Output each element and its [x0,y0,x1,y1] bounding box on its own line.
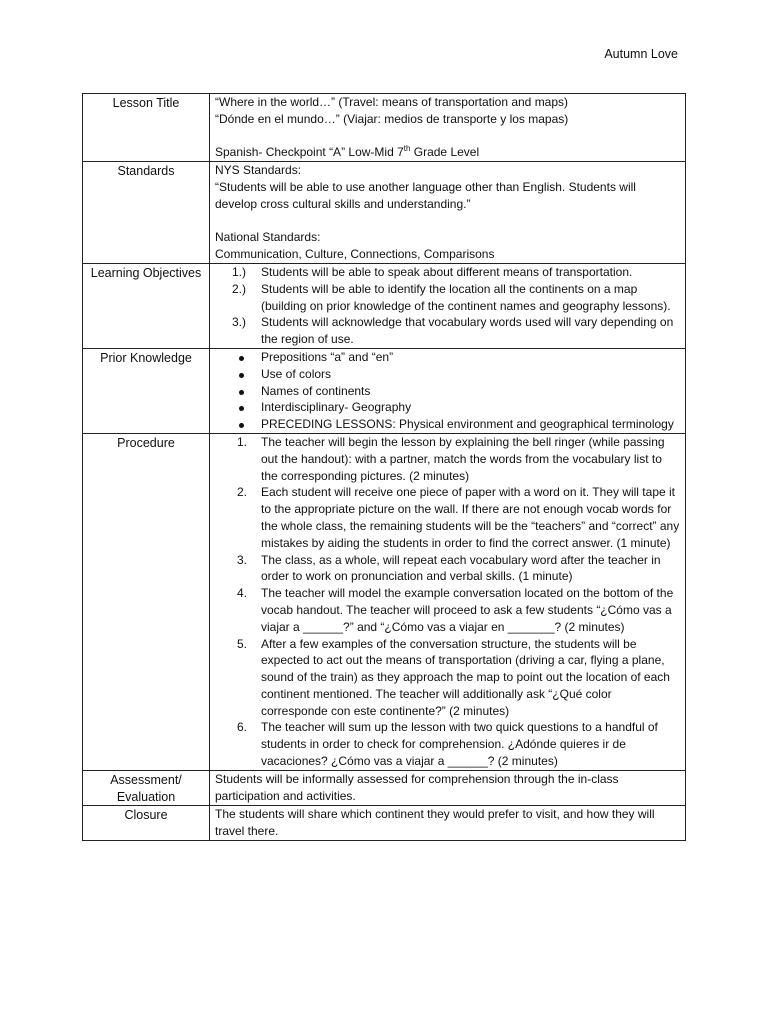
lesson-plan-table [82,93,686,841]
author-name: Autumn Love [604,47,678,61]
bullet-icon [239,373,244,378]
label-standards: Standards [83,162,210,264]
nys-standards-title: NYS Standards: [215,163,302,178]
list-item: PRECEDING LESSONS: Physical environment and geographical terminology [215,416,681,433]
list-item: 1.) Students will be able to speak about different means of transportation. [232,264,633,279]
row-prior-knowledge [83,348,686,433]
national-standards-title: National Standards: [215,230,321,245]
row-learning-objectives [83,263,686,348]
nys-standards-text: “Students will be able to use another language other than English. Students will develop cross cultural skills and understanding.” [215,179,636,211]
label-learning-objectives: Learning Objectives [83,263,210,348]
list-item: 2.) Students will be able to identify the location all the continents on a map (building on prior knowledge of the continent names and geography lessons). [232,281,671,313]
grade-level: Spanish- Checkpoint “A” Low-Mid 7th Grade Level [215,144,480,160]
row-assessment [83,770,686,806]
list-item: 2. Each student will receive one piece of paper with a word on it. They will tape it to the appropriate picture on the wall. If there are not enough vocab words for the whole class, the remaining students will be the “teachers” and “correct” any mistakes by aiding the students in order to find the correct answer. (1 minute) [237,485,680,550]
list-item: 5. After a few examples of the conversation structure, the students will be expected to act out the means of transportation (driving a car, flying a plane, sound of the train) as they approach the map to point out the location of each continent mentioned. The teacher will additionally ask “¿Qué color corresponde con este continente?” (2 minutes) [237,636,670,718]
content-assessment: Students will be informally assessed for comprehension through the in-class participation and activities. [210,770,686,806]
bullet-icon [239,406,244,411]
bullet-icon [239,356,244,361]
list-item: Names of continents [215,383,681,400]
label-assessment: Assessment/ Evaluation [83,770,210,806]
content-prior-knowledge [210,348,686,433]
content-procedure [210,433,686,770]
national-standards-text: Communication, Culture, Connections, Comparisons [215,247,495,262]
bullet-icon [239,423,244,428]
list-item: 6. The teacher will sum up the lesson with two quick questions to a handful of students in order to check for comprehension. ¿Adónde quieres ir de vacaciones? ¿Cómo vas a viajar a ______? (2 minutes) [237,720,658,769]
label-prior-knowledge: Prior Knowledge [83,348,210,433]
bullet-icon [239,390,244,395]
content-standards [210,162,686,264]
row-procedure [83,433,686,770]
title-english: “Where in the world…” (Travel: means of transportation and maps) [215,95,569,109]
content-closure: The students will share which continent they would prefer to visit, and how they will travel there. [210,806,686,841]
row-standards [83,162,686,264]
list-item: 4. The teacher will model the example conversation located on the bottom of the vocab handout. The teacher will proceed to ask a few students “¿Cómo vas a viajar a ______?” and “¿Cómo vas a viajar en _______? (2 minutes) [237,586,674,634]
list-item: 3. The class, as a whole, will repeat each vocabulary word after the teacher in order to work on pronunciation and verbal skills. (1 minute) [237,552,661,584]
label-lesson-title: Lesson Title [83,94,210,162]
row-lesson-title [83,94,686,162]
list-item: Prepositions “a” and “en” [215,349,681,366]
title-spanish: “Dónde en el mundo…” (Viajar: medios de transporte y los mapas) [215,111,569,126]
list-item: Use of colors [215,366,681,383]
label-closure: Closure [83,806,210,841]
list-item: 3.) Students will acknowledge that vocabulary words used will vary depending on the region of use. [232,315,674,347]
list-item: 1. The teacher will begin the lesson by explaining the bell ringer (while passing out the handout): with a partner, match the words from the vocabulary list to the corresponding pictures. (2 minutes) [237,434,665,483]
content-lesson-title [210,94,686,162]
list-item: Interdisciplinary- Geography [215,399,681,416]
row-closure [83,806,686,841]
content-learning-objectives [210,263,686,348]
label-procedure: Procedure [83,433,210,770]
